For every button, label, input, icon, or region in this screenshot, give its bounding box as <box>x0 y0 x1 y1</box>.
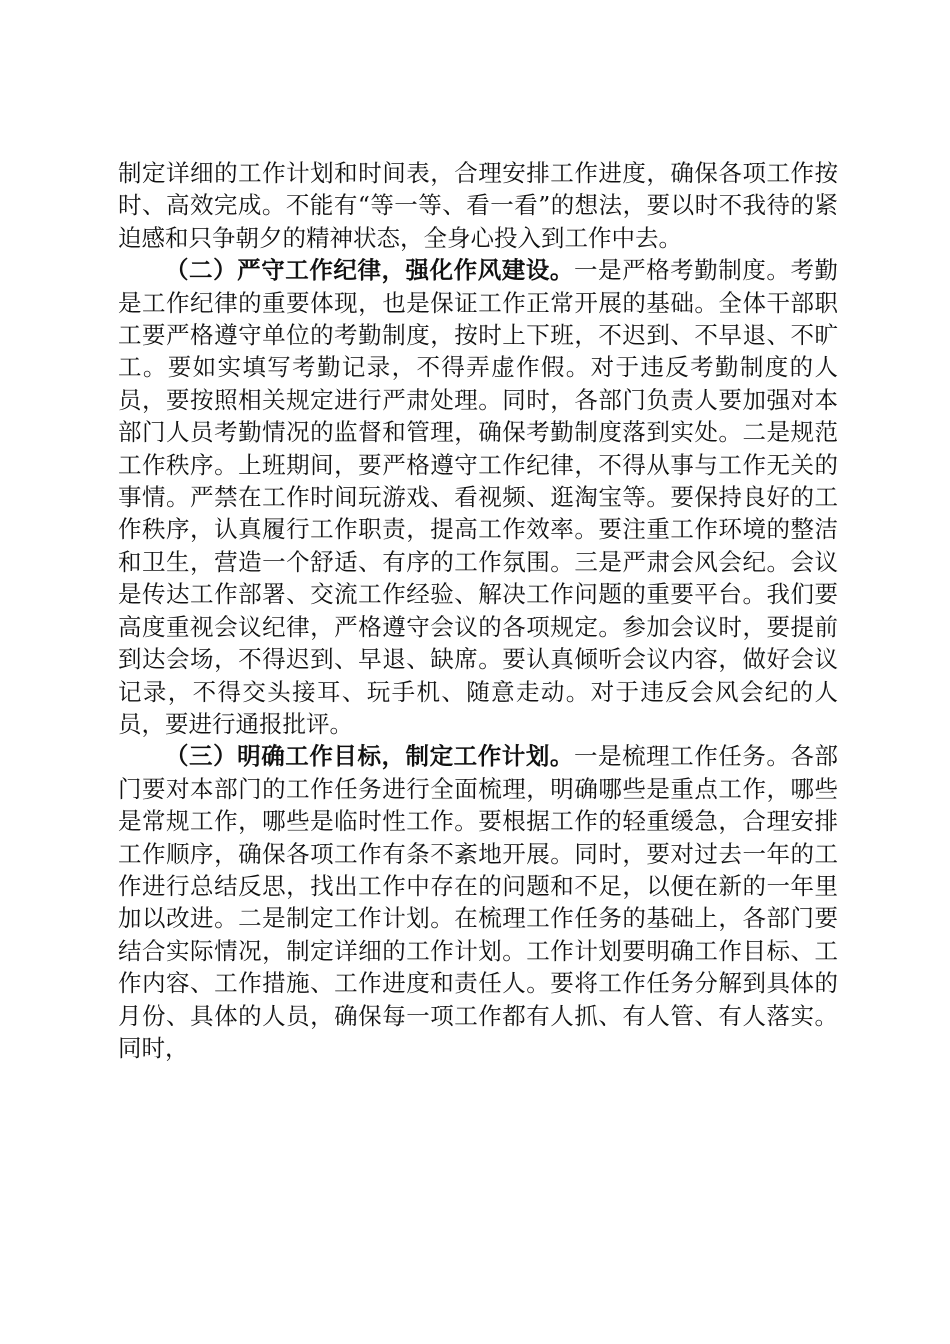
paragraph-text: 制定详细的工作计划和时间表，合理安排工作进度，确保各项工作按时、高效完成。不能有“等一等、看一看”的想法，要以时不我待的紧迫感和只争朝夕的精神状态，全身心投入到工作中去。 <box>118 159 838 252</box>
section-heading-discipline: （二）严守工作纪律，强化作风建设。 <box>165 256 574 285</box>
paragraph-text: 一是梳理工作任务。各部门要对本部门的工作任务进行全面梳理，明确哪些是重点工作，哪些是常规工作，哪些是临时性工作。要根据工作的轻重缓急，合理安排工作顺序，确保各项工作有条不紊地开展。同时，要对过去一年的工作进行总结反思，找出工作中存在的问题和不足，以便在新的一年里加以改进。二是制定工作计划。在梳理工作任务的基础上，各部门要结合实际情况，制定详细的工作计划。工作计划要明确工作目标、工作内容、工作措施、工作进度和责任人。要将工作任务分解到具体的月份、具体的人员，确保每一项工作都有人抓、有人管、有人落实。同时， <box>118 742 839 1062</box>
paragraph-continuation <box>118 157 838 254</box>
paragraph-discipline <box>118 254 838 740</box>
section-heading-goals: （三）明确工作目标，制定工作计划。 <box>165 742 574 771</box>
document-body <box>118 157 838 1064</box>
paragraph-text: 一是严格考勤制度。考勤是工作纪律的重要体现，也是保证工作正常开展的基础。全体干部职工要严格遵守单位的考勤制度，按时上下班，不迟到、不早退、不旷工。要如实填写考勤记录，不得弄虚作假。对于违反考勤制度的人员，要按照相关规定进行严肃处理。同时，各部门负责人要加强对本部门人员考勤情况的监督和管理，确保考勤制度落到实处。二是规范工作秩序。上班期间，要严格遵守工作纪律，不得从事与工作无关的事情。严禁在工作时间玩游戏、看视频、逛淘宝等。要保持良好的工作秩序，认真履行工作职责，提高工作效率。要注重工作环境的整洁和卫生，营造一个舒适、有序的工作氛围。三是严肃会风会纪。会议是传达工作部署、交流工作经验、解决工作问题的重要平台。我们要高度重视会议纪律，严格遵守会议的各项规定。参加会议时，要提前到达会场，不得迟到、早退、缺席。要认真倾听会议内容，做好会议记录，不得交头接耳、玩手机、随意走动。对于违反会风会纪的人员，要进行通报批评。 <box>118 256 839 738</box>
paragraph-goals <box>118 740 838 1064</box>
